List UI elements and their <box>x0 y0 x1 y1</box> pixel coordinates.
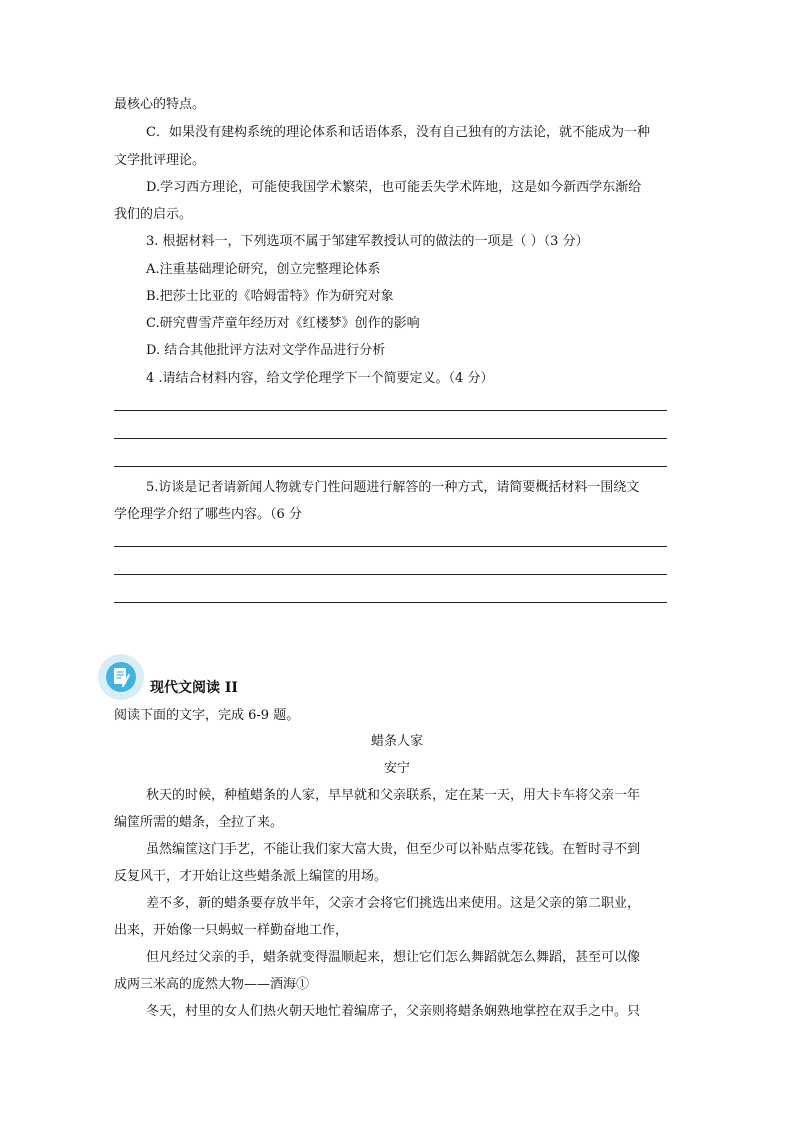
paragraph-line: 出来，开始像一只蚂蚁一样勤奋地工作， <box>114 923 349 938</box>
option-d-line: 我们的启示。 <box>114 207 193 222</box>
question-3: 3. 根据材料一，下列选项不属于邹建军教授认可的做法的一项是（ ）（3 分） <box>146 234 589 249</box>
answer-line[interactable] <box>114 574 667 575</box>
question-4: 4 .请结合材料内容，给文学伦理学下一个简要定义。（4 分） <box>146 371 494 386</box>
answer-line[interactable] <box>114 410 667 411</box>
answer-line[interactable] <box>114 602 667 603</box>
option-d-line: D.学习西方理论，可能使我国学术繁荣，也可能丢失学术阵地，这是如今新西学东渐给 <box>146 180 642 195</box>
paragraph-line: 秋天的时候，种植蜡条的人家，早早就和父亲联系，定在某一天，用大卡车将父亲一年 <box>146 788 641 803</box>
paragraph-line: 编筐所需的蜡条，全拉了来。 <box>114 815 284 830</box>
answer-line[interactable] <box>114 466 667 467</box>
question-5: 学伦理学介绍了哪些内容。（6 分 <box>114 507 302 522</box>
text-line: 最核心的特点。 <box>114 97 206 112</box>
option-c-line: C．如果没有建构系统的理论体系和话语体系，没有自己独有的方法论，就不能成为一种 <box>146 125 650 140</box>
question-5: 5.访谈是记者请新闻人物就专门性问题进行解答的一种方式，请简要概括材料一围绕文 <box>146 480 640 495</box>
q3-option-a: A.注重基础理论研究，创立完整理论体系 <box>146 262 381 277</box>
option-c-line: 文学批评理论。 <box>114 153 206 168</box>
paragraph-line: 虽然编筐这门手艺，不能让我们家大富大贵，但至少可以补贴点零花钱。在暂时寻不到 <box>146 842 641 857</box>
instruction: 阅读下面的文字，完成 6-9 题。 <box>114 708 300 723</box>
paragraph-line: 冬天，村里的女人们热火朝天地忙着编席子，父亲则将蜡条娴熟地掌控在双手之中。只 <box>146 1004 641 1019</box>
article-author: 安宁 <box>383 761 410 776</box>
paragraph-line: 差不多，新的蜡条要存放半年，父亲才会将它们挑选出来使用。这是父亲的第二职业， <box>146 896 641 911</box>
paragraph-line: 但凡经过父亲的手，蜡条就变得温顺起来，想让它们怎么舞蹈就怎么舞蹈，甚至可以像 <box>146 950 641 965</box>
paragraph-line: 成两三米高的庞然大物——酒海① <box>114 977 310 992</box>
notebook-pen-icon <box>98 654 144 700</box>
q3-option-c: C.研究曹雪芹童年经历对《红楼梦》创作的影响 <box>146 316 420 331</box>
answer-line[interactable] <box>114 546 667 547</box>
answer-line[interactable] <box>114 438 667 439</box>
paragraph-line: 反复风干，才开始让这些蜡条派上编筐的用场。 <box>114 869 388 884</box>
section-title: 现代文阅读 II <box>150 680 238 696</box>
q3-option-d: D. 结合其他批评方法对文学作品进行分析 <box>146 343 386 358</box>
q3-option-b: B.把莎士比亚的《哈姆雷特》作为研究对象 <box>146 289 394 304</box>
article-title: 蜡条人家 <box>370 734 423 749</box>
